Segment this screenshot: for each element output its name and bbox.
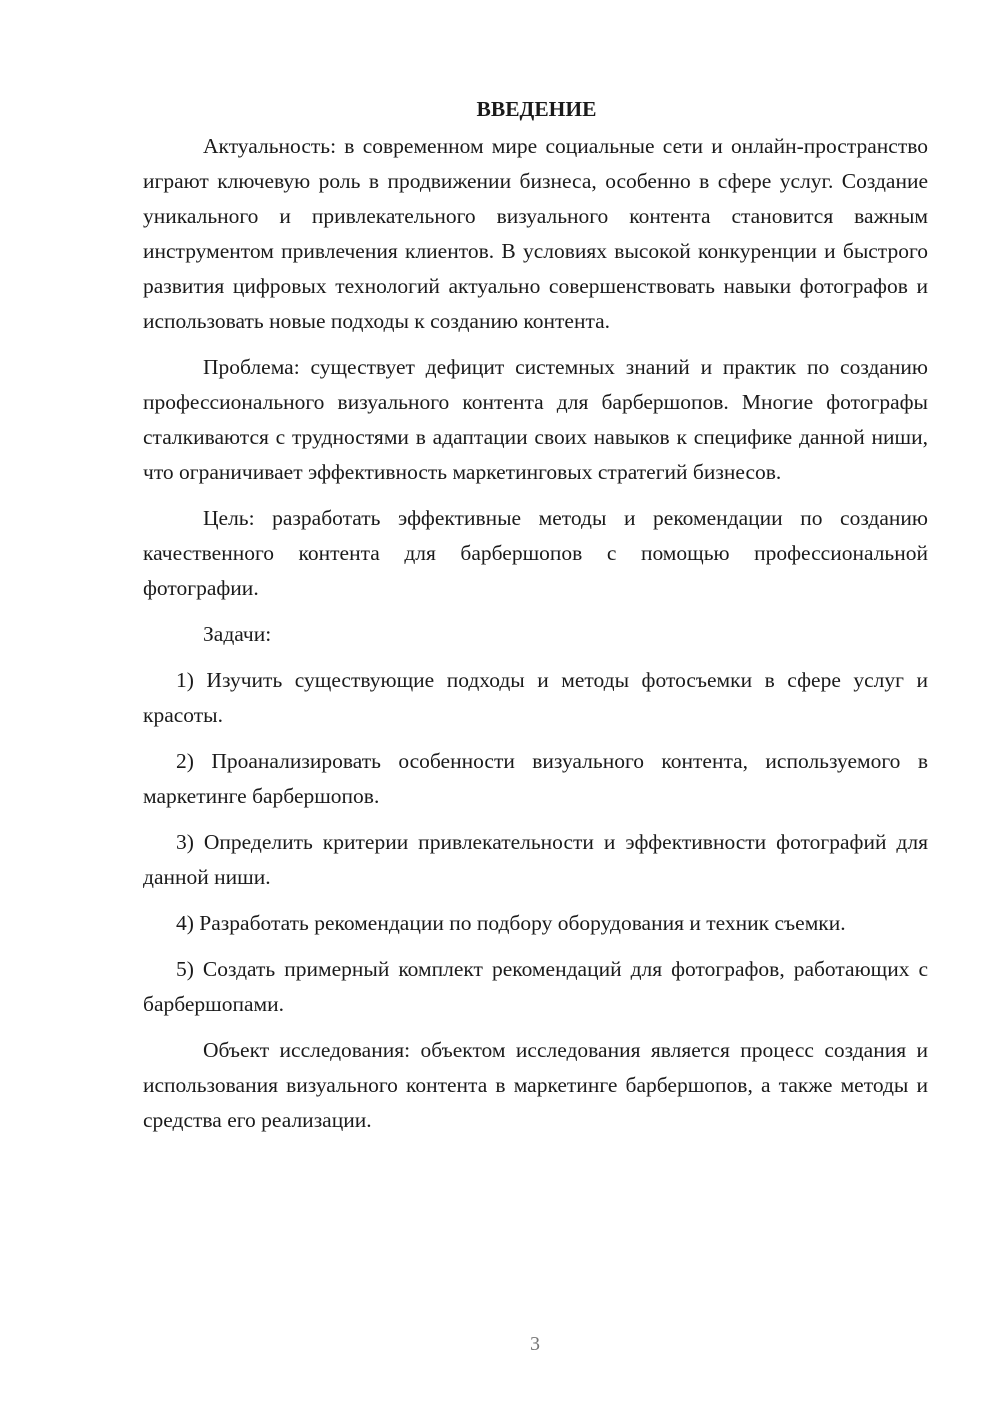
task-item-3: 3) Определить критерии привлекательности и эффективности фотографий для данной ниши. [143, 830, 928, 889]
task-item-1: 1) Изучить существующие подходы и методы фотосъемки в сфере услуг и красоты. [143, 668, 928, 727]
task-item-4: 4) Разработать рекомендации по подбору оборудования и техник съемки. [176, 911, 846, 935]
tasks-label: Задачи: [203, 622, 272, 646]
section-title: ВВЕДЕНИЕ [476, 97, 597, 121]
task-item-5: 5) Создать примерный комплект рекомендаций для фотографов, работающих с барбершопами. [143, 957, 928, 1016]
problem-paragraph: Проблема: существует дефицит системных знаний и практик по созданию профессионального визуального контента для барбершопов. Многие фотографы сталкиваются с трудностями в адаптации своих навыков к специфике данной ниши, что ограничивает эффективность маркетинговых стратегий бизнесов. [143, 355, 928, 484]
task-item-2: 2) Проанализировать особенности визуального контента, используемого в маркетинге барбершопов. [143, 749, 928, 808]
page-number: 3 [530, 1333, 540, 1355]
research-object-paragraph: Объект исследования: объектом исследования является процесс создания и использования визуального контента в маркетинге барбершопов, а также методы и средства его реализации. [143, 1038, 928, 1132]
document-page [143, 92, 928, 1149]
relevance-paragraph: Актуальность: в современном мире социальные сети и онлайн-пространство играют ключевую роль в продвижении бизнеса, особенно в сфере услуг. Создание уникального и привлекательного визуального контента становится важным инструментом привлечения клиентов. В условиях высокой конкуренции и быстрого развития цифровых технологий актуально совершенствовать навыки фотографов и использовать новые подходы к созданию контента. [143, 134, 928, 333]
goal-paragraph: Цель: разработать эффективные методы и рекомендации по созданию качественного контента для барбершопов с помощью профессиональной фотографии. [143, 506, 928, 600]
